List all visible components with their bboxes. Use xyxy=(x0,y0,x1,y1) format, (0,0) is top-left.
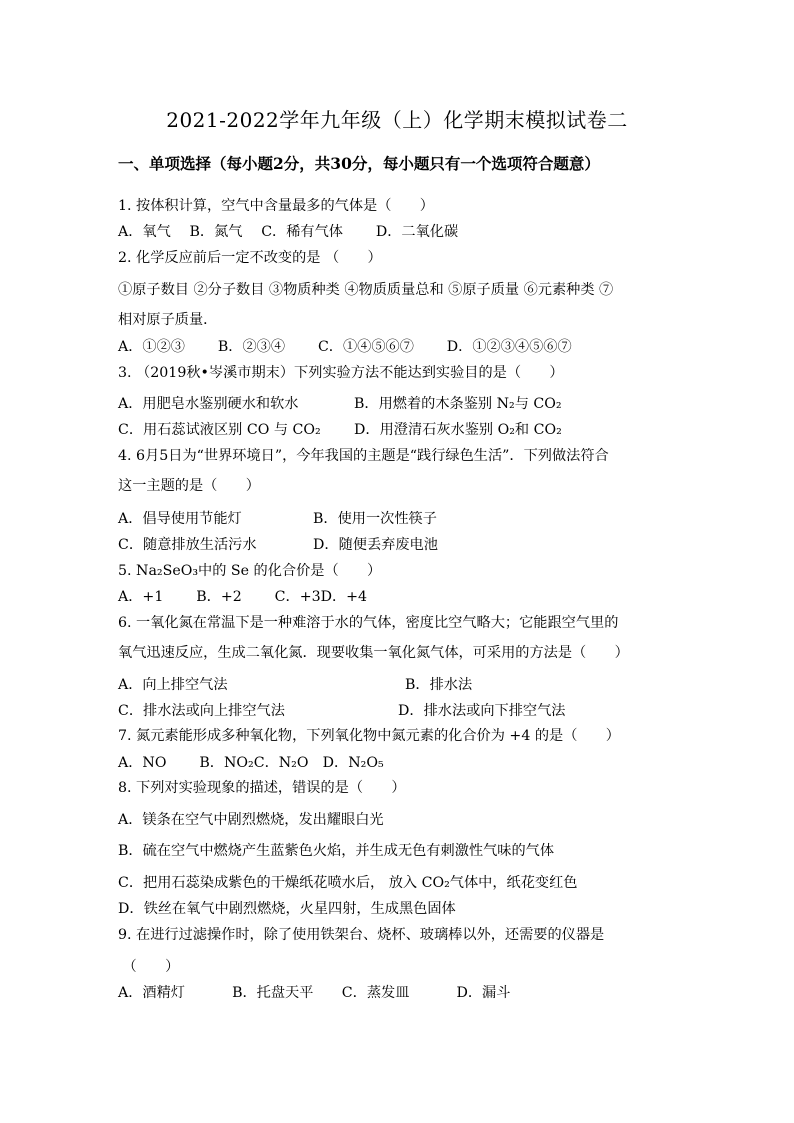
question-9-stem-line2: （ ） xyxy=(118,959,180,975)
question-6-option-b: B．排水法 xyxy=(405,677,473,693)
question-3-stem: 3. （2019秋•岑溪市期末）下列实验方法不能达到实验目的是（ ） xyxy=(118,365,564,381)
exam-title: 2021-2022学年九年级（上）化学期末模拟试卷二 xyxy=(166,108,628,132)
question-3-option-b: B．用燃着的木条鉴别 N₂与 CO₂ xyxy=(354,396,562,412)
question-4-option-c: C．随意排放生活污水 xyxy=(118,537,257,553)
question-7-options: A．NO B．NO₂C．N₂O D．N₂O₅ xyxy=(118,755,384,771)
question-1-stem: 1. 按体积计算，空气中含量最多的气体是（ ） xyxy=(118,198,434,214)
question-6-option-d: D．排水法或向下排空气法 xyxy=(398,703,566,719)
question-8-option-d: D．铁丝在氧气中剧烈燃烧，火星四射，生成黑色固体 xyxy=(118,901,456,917)
question-9-options: A．酒精灯 B．托盘天平 C．蒸发皿 D．漏斗 xyxy=(118,985,511,1001)
question-4-stem-line2: 这一主题的是（ ） xyxy=(118,478,260,494)
question-6-option-a: A．向上排空气法 xyxy=(118,677,228,693)
question-4-option-d: D．随便丢弃废电池 xyxy=(313,537,438,553)
question-8-stem: 8. 下列对实验现象的描述，错误的是（ ） xyxy=(118,780,406,796)
question-8-option-a: A．镁条在空气中剧烈燃烧，发出耀眼白光 xyxy=(118,812,384,828)
question-7-stem: 7. 氮元素能形成多种氧化物，下列氧化物中氮元素的化合价为 +4 的是（ ） xyxy=(118,728,620,744)
question-8-option-c: C．把用石蕊染成紫色的干燥纸花喷水后， 放入 CO₂气体中，纸花变红色 xyxy=(118,875,578,891)
question-4-option-a: A．倡导使用节能灯 xyxy=(118,511,242,527)
question-6-option-c: C．排水法或向上排空气法 xyxy=(118,703,285,719)
question-3-option-a: A．用肥皂水鉴别硬水和软水 xyxy=(118,396,299,412)
question-4-option-b: B．使用一次性筷子 xyxy=(313,511,437,527)
question-2-stem-line3: 相对原子质量． xyxy=(118,312,218,328)
question-2-stem-line2: ①原子数目 ②分子数目 ③物质种类 ④物质质量总和 ⑤原子质量 ⑥元素种类 ⑦ xyxy=(118,282,614,298)
question-6-stem: 6. 一氧化氮在常温下是一种难溶于水的气体，密度比空气略大；它能跟空气里的 xyxy=(118,615,619,631)
question-6-stem-line2: 氧气迅速反应，生成二氧化氮．现要收集一氧化氮气体，可采用的方法是（ ） xyxy=(118,645,629,661)
section-heading: 一、单项选择（每小题2分，共30分，每小题只有一个选项符合题意） xyxy=(118,154,600,173)
question-4-stem: 4. 6月5日为“世界环境日”，今年我国的主题是“践行绿色生活”．下列做法符合 xyxy=(118,448,609,464)
question-3-option-d: D．用澄清石灰水鉴别 O₂和 CO₂ xyxy=(354,422,562,438)
question-1-options: A．氧气 B．氮气 C．稀有气体 D．二氧化碳 xyxy=(118,224,459,240)
question-8-option-b: B．硫在空气中燃烧产生蓝紫色火焰，并生成无色有刺激性气味的气体 xyxy=(118,843,555,859)
question-5-options: A．+1 B．+2 C．+3D．+4 xyxy=(118,589,368,605)
question-9-stem: 9. 在进行过滤操作时，除了使用铁架台、烧杯、玻璃棒以外，还需要的仪器是 xyxy=(118,927,605,943)
question-3-option-c: C．用石蕊试液区别 CO 与 CO₂ xyxy=(118,422,321,438)
question-2-options: A．①②③ B．②③④ C．①④⑤⑥⑦ D．①②③④⑤⑥⑦ xyxy=(118,339,572,355)
question-2-stem: 2. 化学反应前后一定不改变的是 （ ） xyxy=(118,250,382,266)
question-5-stem: 5. Na₂SeO₃中的 Se 的化合价是（ ） xyxy=(118,563,382,579)
